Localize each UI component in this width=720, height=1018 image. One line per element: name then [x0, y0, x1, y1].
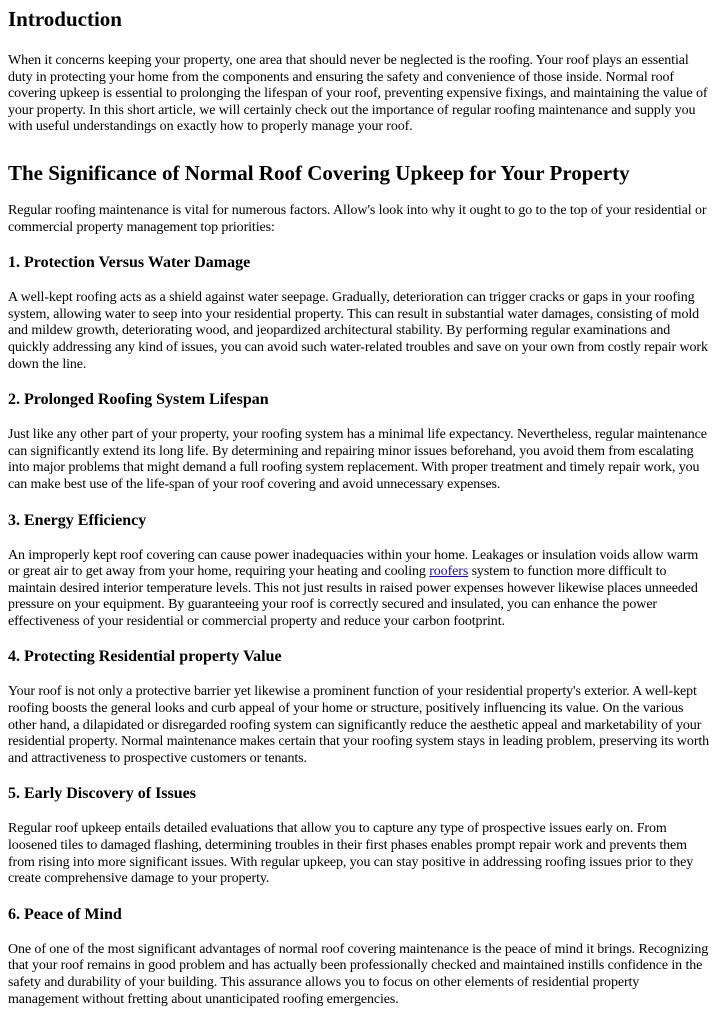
section-heading-energy: 3. Energy Efficiency: [8, 511, 147, 529]
section-paragraph-property-value: Your roof is not only a protective barrier yet likewise a prominent function of your residential property's exterior. A well-kept roofing boosts the general looks and curb appeal of your home or structure, positively influencing its value. On the various other hand, a dilapidated or disregarded roofing system can significantly reduce the aesthetic appeal and marketability of your residential property. Normal maintenance makes certain that your roofing system stays in leading problem, preserving its worth and attractiveness to prospective customers or tenants.: [8, 684, 710, 766]
energy-text-before-link: An improperly kept roof covering can cause power inadequacies within your home. Leakages or insulation voids allow warm or great air to get away from your home, requiring your heating and cooling: [8, 547, 699, 580]
significance-paragraph: Regular roofing maintenance is vital for numerous factors. Allow's look into why it ought to go to the top of your residential or commercial property management top priorities:: [8, 202, 707, 235]
significance-heading: The Significance of Normal Roof Covering Upkeep for Your Property: [8, 160, 630, 185]
section-heading-peace-of-mind: 6. Peace of Mind: [8, 905, 122, 923]
roofers-link[interactable]: roofers: [429, 564, 469, 580]
section-paragraph-peace-of-mind: One of one of the most significant advantages of normal roof covering maintenance is the peace of mind it brings. Recognizing that your roof remains in good problem and has actually been professionally checked and maintained instills confidence in the safety and durability of your building. This assurance allows you to focus on other elements of residential property management without fretting about unanticipated roofing emergencies.: [8, 941, 709, 1007]
energy-text-after-link: system to function more difficult to maintain desired interior temperature levels. This not just results in raised power expenses however likewise places unneeded pressure on your equipment. By guaranteeing your roof is correctly secured and insulated, you can enhance the power effectiveness of your residential or commercial property and reduce your carbon footprint.: [8, 564, 698, 629]
section-heading-early-discovery: 5. Early Discovery of Issues: [8, 785, 196, 803]
intro-paragraph: When it concerns keeping your property, one area that should never be neglected is the roofing. Your roof plays an essential duty in protecting your home from the components and ensuring the safety and convenience of those inside. Normal roof covering upkeep is essential to prolonging the lifespan of your roof, preventing expensive fixings, and maintaining the value of your property. In this short article, we will certainly check out the importance of regular roofing maintenance and supply you with useful understandings on exactly how to properly manage your roof.: [8, 53, 708, 135]
section-paragraph-energy: [8, 548, 712, 631]
section-heading-property-value: 4. Protecting Residential property Value: [8, 648, 282, 666]
section-paragraph-water-damage: A well-kept roofing acts as a shield against water seepage. Gradually, deterioration can trigger cracks or gaps in your roofing system, allowing water to seep into your residential property. This can result in substantial water damages, consisting of mold and mildew growth, deteriorating wood, and jeopardized architectural stability. By performing regular examinations and quickly addressing any kind of issues, you can avoid such water-related troubles and save on your own from costly repair work down the line.: [8, 290, 708, 372]
section-heading-lifespan: 2. Prolonged Roofing System Lifespan: [8, 391, 269, 409]
section-heading-water-damage: 1. Protection Versus Water Damage: [8, 254, 251, 272]
section-paragraph-early-discovery: Regular roof upkeep entails detailed evaluations that allow you to capture any type of prospective issues early on. From loosened tiles to damaged flashing, determining troubles in their first phases enables prompt repair work and prevents them from rising into more significant issues. With regular upkeep, you can stay positive in addressing roofing issues prior to they create comprehensive damage to your property.: [8, 821, 694, 887]
section-paragraph-lifespan: Just like any other part of your property, your roofing system has a minimal life expectancy. Nevertheless, regular maintenance can significantly extend its long life. By determining and repairing minor issues beforehand, you avoid them from escalating into major problems that might demand a full roofing system replacement. With proper treatment and timely repair work, you can make best use of the life-span of your roof covering and avoid unnecessary expenses.: [8, 427, 707, 492]
intro-heading: Introduction: [8, 7, 122, 31]
